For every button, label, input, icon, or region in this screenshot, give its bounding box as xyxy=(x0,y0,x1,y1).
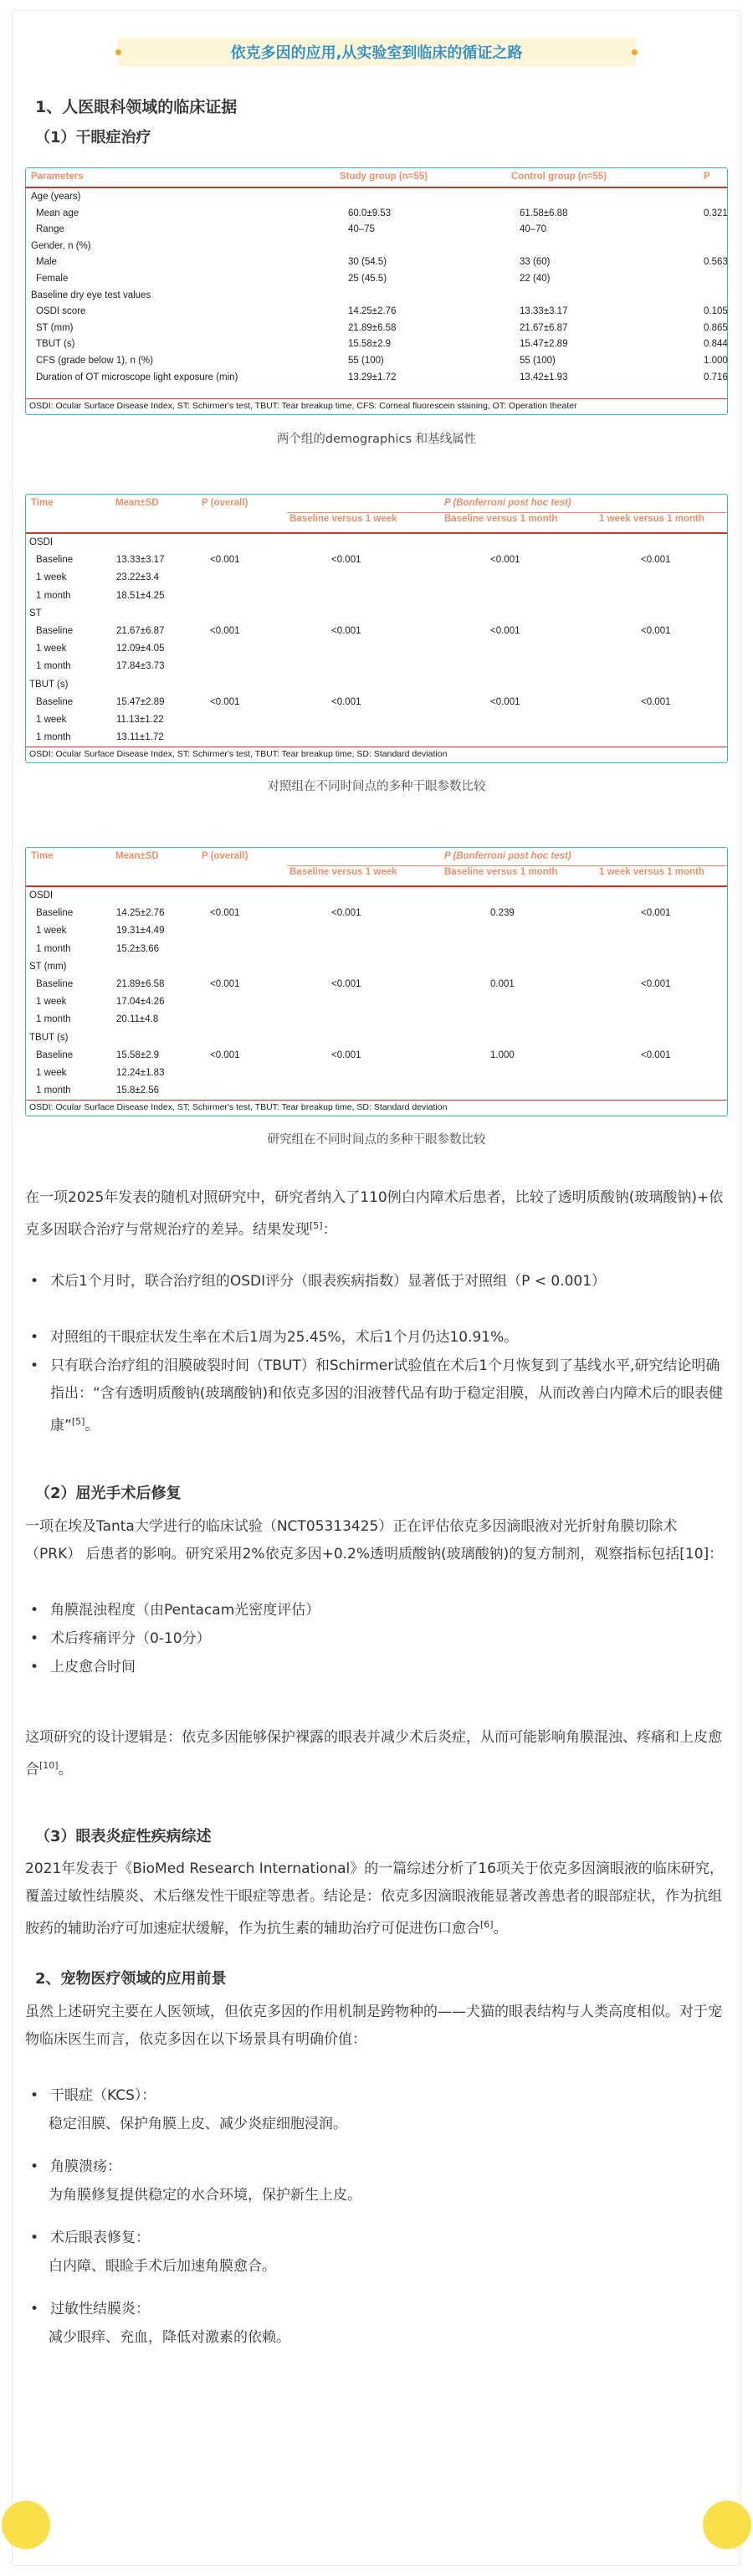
table-cell: ST (mm) xyxy=(29,961,67,972)
column-subheader: Baseline versus 1 month xyxy=(444,514,558,524)
table-cell: TBUT (s) xyxy=(29,679,69,690)
table-row xyxy=(26,1012,727,1029)
paragraph xyxy=(25,1855,728,1943)
table-caption: 对照组在不同时间点的多种干眼参数比较 xyxy=(267,780,486,793)
table-cell: 33 (60) xyxy=(520,257,551,268)
decor-circle-right xyxy=(703,2501,751,2549)
table-cell: Baseline xyxy=(36,978,74,989)
table-row xyxy=(26,659,727,676)
table-cell: ST xyxy=(29,608,42,618)
column-subheader: 1 week versus 1 month xyxy=(599,867,704,877)
table-cell: 40–75 xyxy=(348,224,375,235)
table-cell: <0.001 xyxy=(641,908,671,919)
table-cell: 1 month xyxy=(36,1085,71,1096)
table-cell: <0.001 xyxy=(331,625,361,636)
table-cell: <0.001 xyxy=(641,1049,671,1060)
table-header xyxy=(26,848,727,887)
list-item: • 术后疼痛评分（0-10分） xyxy=(25,1625,728,1653)
table-cell: Mean age xyxy=(36,208,79,218)
list-item xyxy=(25,1352,728,1440)
paragraph xyxy=(25,1184,728,1239)
table-cell: <0.001 xyxy=(331,696,361,707)
list-item-desc: 白内障、眼睑手术后加速角膜愈合。 xyxy=(49,2258,276,2275)
table-cell: 0.321 xyxy=(704,208,728,218)
table-footnote: OSDI: Ocular Surface Disease Index, ST: Schirmer's test, TBUT: Tear breakup time, SD: Standard deviation xyxy=(26,747,727,762)
table-cell: 23.22±3.4 xyxy=(116,572,160,583)
column-subheader: Baseline versus 1 week xyxy=(289,514,397,524)
table-cell: 61.58±6.88 xyxy=(520,208,568,218)
table-cell: 25 (45.5) xyxy=(348,273,387,284)
table-cell: Baseline xyxy=(36,908,74,919)
table-control-group xyxy=(25,494,728,763)
table-cell: <0.001 xyxy=(210,978,240,989)
table-cell: <0.001 xyxy=(490,555,520,566)
column-subheader: Baseline versus 1 week xyxy=(289,867,397,877)
table-cell: 55 (100) xyxy=(520,355,556,366)
list-item xyxy=(25,1324,728,1352)
column-header: P (overall) xyxy=(202,851,248,861)
table-row xyxy=(26,623,727,641)
column-header: P (overall) xyxy=(202,498,248,508)
table-cell: <0.001 xyxy=(641,978,671,989)
table-cell: <0.001 xyxy=(210,555,240,566)
list-item xyxy=(25,1268,728,1296)
table-caption: 研究组在不同时间点的多种干眼参数比较 xyxy=(267,1133,486,1147)
table-row xyxy=(26,906,727,923)
list-item-desc: 为角膜修复提供稳定的水合环境，保护新生上皮。 xyxy=(49,2187,361,2204)
table-cell: <0.001 xyxy=(331,555,361,566)
table-cell: Duration of OT microscope light exposure (min) xyxy=(36,372,238,382)
list-item: • 角膜混浊程度（由Pentacam光密度评估） xyxy=(25,1597,728,1624)
table-cell: <0.001 xyxy=(331,978,361,989)
table-cell: <0.001 xyxy=(210,1049,240,1060)
table-cell: Range xyxy=(36,224,64,235)
list-item-text: 术后1个月时，联合治疗组的OSDI评分（眼表疾病指数）显著低于对照组（P < 0.001） xyxy=(50,1273,607,1290)
table-row xyxy=(26,677,727,695)
table-header xyxy=(26,495,727,534)
table-cell: 13.33±3.17 xyxy=(520,306,568,317)
table-row xyxy=(26,1065,727,1083)
paragraph-text: 。 xyxy=(493,1920,508,1937)
list-item-desc: 减少眼痒、充血，降低对激素的依赖。 xyxy=(49,2329,290,2346)
decor-circle-left xyxy=(2,2501,50,2549)
table-cell: 1 month xyxy=(36,661,71,672)
table-cell: 1 week xyxy=(36,714,67,725)
table-cell: 22 (40) xyxy=(520,273,551,284)
table-cell: Baseline xyxy=(36,625,74,636)
table-row xyxy=(26,1048,727,1065)
table-cell: TBUT (s) xyxy=(36,339,75,350)
table-cell: 13.11±1.72 xyxy=(116,732,164,743)
table-row xyxy=(26,977,727,994)
table-caption: 两个组的demographics 和基线属性 xyxy=(276,433,477,446)
table-cell: OSDI score xyxy=(36,306,86,317)
table-cell: Female xyxy=(36,273,69,284)
table-cell: <0.001 xyxy=(331,1049,361,1060)
table-cell: CFS (grade below 1), n (%) xyxy=(36,355,153,366)
table-cell: 1 week xyxy=(36,926,67,936)
column-header: P xyxy=(704,172,710,182)
column-subheader: Baseline versus 1 month xyxy=(444,867,558,877)
table-cell: 1 month xyxy=(36,732,71,743)
header-divider xyxy=(287,512,727,513)
table-cell: Baseline xyxy=(36,555,74,566)
table-cell: 13.42±1.93 xyxy=(520,372,568,382)
dot-icon xyxy=(632,49,638,55)
subsection-heading: （1）干眼症治疗 xyxy=(35,129,151,146)
table-row xyxy=(26,641,727,659)
list-item: • 干眼症（KCS）： xyxy=(25,2082,728,2110)
table-cell: 17.84±3.73 xyxy=(116,661,165,672)
paragraph-text: 2021年发表于《BioMed Research International》的一篇综述分析了16项关于依克多因滴眼液的临床研究，覆盖过敏性结膜炎、术后继发性干眼症等患者。结论是：依克多因滴眼液能显著改善患者的眼部症状，作为抗组胺药的辅助治疗可加速症状缓解，作为抗生素的辅助治疗可促进伤口愈合 xyxy=(25,1860,724,1937)
reference: [5] xyxy=(310,1220,323,1231)
table-row xyxy=(26,588,727,606)
table-cell: 15.58±2.9 xyxy=(348,339,392,350)
table-cell: Age (years) xyxy=(31,192,81,202)
table-row xyxy=(26,535,727,552)
column-header: Mean±SD xyxy=(115,851,159,861)
table-row xyxy=(26,207,727,223)
table-cell: 13.33±3.17 xyxy=(116,555,165,566)
table-row xyxy=(26,959,727,977)
table-cell: 1 month xyxy=(36,1014,71,1025)
table-row xyxy=(26,552,727,570)
table-body xyxy=(26,535,727,747)
table-cell: 0.865 xyxy=(704,322,728,333)
table-row xyxy=(26,371,727,387)
table-row xyxy=(26,337,727,354)
title-banner xyxy=(117,38,636,66)
table-cell: 1 week xyxy=(36,644,67,654)
paragraph-text: 在一项2025年发表的随机对照研究中，研究者纳入了110例白内障术后患者，比较了透明质酸钠(玻璃酸钠)+依克多因联合治疗与常规治疗的差异。结果发现 xyxy=(25,1189,724,1239)
table-cell: 17.04±4.26 xyxy=(116,997,165,1008)
list-item-text: 。 xyxy=(85,1417,100,1434)
column-header: P (Bonferroni post hoc test) xyxy=(444,851,571,861)
table-footnote: OSDI: Ocular Surface Disease Index, ST: Schirmer's test, TBUT: Tear breakup time, SD: Standard deviation xyxy=(26,1100,727,1116)
column-subheader: 1 week versus 1 month xyxy=(599,514,704,524)
section-heading: 1、人医眼科领域的临床证据 xyxy=(35,98,238,116)
table-cell: 0.844 xyxy=(704,339,728,350)
table-cell: 21.67±6.87 xyxy=(520,322,568,333)
paragraph-text: 这项研究的设计逻辑是：依克多因能够保护裸露的眼表并减少术后炎症，从而可能影响角膜混浊、疼痛和上皮愈合 xyxy=(25,1729,722,1778)
reference: [10] xyxy=(39,1760,59,1771)
column-header: Control group (n=55) xyxy=(511,172,607,182)
table-cell: 40–70 xyxy=(520,224,546,235)
table-cell: Baseline dry eye test values xyxy=(31,290,151,300)
table-cell: 0.105 xyxy=(704,306,728,317)
table-cell: 20.11±4.8 xyxy=(116,1014,159,1025)
table-cell: 21.89±6.58 xyxy=(116,978,165,989)
table-row xyxy=(26,305,727,321)
table-row xyxy=(26,712,727,730)
table-body xyxy=(26,190,727,387)
list-item: • 上皮愈合时间 xyxy=(25,1654,728,1681)
table-cell: 0.239 xyxy=(490,908,515,919)
table-cell: 12.24±1.83 xyxy=(116,1067,165,1078)
list-item-text: 只有联合治疗组的泪膜破裂时间（TBUT）和Schirmer试验值在术后1个月恢复到了基线水平,研究结论明确指出：“含有透明质酸钠(玻璃酸钠)和依克多因的泪液替代品有助于稳定泪膜，从而改善白内障术后的眼表健康” xyxy=(50,1357,724,1434)
table-cell: 30 (54.5) xyxy=(348,257,387,268)
header-divider xyxy=(287,865,727,866)
column-header: Time xyxy=(31,498,54,508)
reference: [5] xyxy=(71,1416,85,1427)
list-item: • 过敏性结膜炎： xyxy=(25,2296,728,2323)
table-row xyxy=(26,730,727,747)
table-row xyxy=(26,888,727,906)
reference: [6] xyxy=(480,1919,494,1930)
table-cell: Baseline xyxy=(36,696,74,707)
column-header: Parameters xyxy=(31,172,84,182)
table-cell: 1.000 xyxy=(704,355,728,366)
table-row xyxy=(26,942,727,959)
table-cell: 0.001 xyxy=(490,978,515,989)
table-row xyxy=(26,695,727,712)
table-row xyxy=(26,321,727,338)
table-cell: <0.001 xyxy=(490,696,520,707)
table-cell: 0.563 xyxy=(704,257,728,268)
table-cell: 1.000 xyxy=(490,1049,515,1060)
page-title: 依克多因的应用,从实验室到临床的循证之路 xyxy=(230,44,523,62)
table-cell: <0.001 xyxy=(641,555,671,566)
table-cell: 1 week xyxy=(36,572,67,583)
table-cell: Baseline xyxy=(36,1049,74,1060)
table-cell: 19.31±4.49 xyxy=(116,926,165,936)
table-cell: 1 month xyxy=(36,943,71,954)
list-item-desc: 稳定泪膜、保护角膜上皮、减少炎症细胞浸润。 xyxy=(49,2116,347,2132)
table-row xyxy=(26,255,727,272)
table-cell: 1 week xyxy=(36,997,67,1008)
table-cell: OSDI xyxy=(29,537,54,547)
paragraph-text: ： xyxy=(322,1221,337,1239)
paragraph xyxy=(25,1724,728,1784)
table-cell: <0.001 xyxy=(641,625,671,636)
table-cell: 18.51±4.25 xyxy=(116,590,165,601)
table-row xyxy=(26,239,727,256)
table-row xyxy=(26,606,727,623)
column-header: Time xyxy=(31,851,54,861)
table-cell: 21.89±6.58 xyxy=(348,322,397,333)
subsection-heading: （3）眼表炎症性疾病综述 xyxy=(35,1828,212,1845)
table-cell: 1 week xyxy=(36,1067,67,1078)
table-cell: 15.47±2.89 xyxy=(116,696,165,707)
table-cell: 14.25±2.76 xyxy=(348,306,397,317)
table-row xyxy=(26,354,727,371)
table-cell: 1 month xyxy=(36,590,71,601)
table-demographics xyxy=(25,167,728,415)
table-row xyxy=(26,223,727,239)
table-row xyxy=(26,994,727,1012)
table-row xyxy=(26,1030,727,1048)
list-item-text: 对照组的干眼症状发生率在术后1周为25.45%，术后1个月仍达10.91%。 xyxy=(50,1329,519,1346)
subsection-heading: （2）屈光手术后修复 xyxy=(35,1485,182,1502)
table-row xyxy=(26,1083,727,1101)
table-cell: ST (mm) xyxy=(36,322,74,333)
table-cell: 11.13±1.22 xyxy=(116,714,164,725)
list-item: • 角膜溃疡： xyxy=(25,2153,728,2181)
table-cell: 15.47±2.89 xyxy=(520,339,568,350)
column-header: Mean±SD xyxy=(115,498,159,508)
table-cell: 15.2±3.66 xyxy=(116,943,160,954)
table-cell: 15.58±2.9 xyxy=(116,1049,160,1060)
table-cell: <0.001 xyxy=(210,696,240,707)
table-cell: 14.25±2.76 xyxy=(116,908,165,919)
table-row xyxy=(26,289,727,305)
table-row xyxy=(26,923,727,941)
paragraph: 虽然上述研究主要在人医领域，但依克多因的作用机制是跨物种的——犬猫的眼表结构与人类高度相似。对于宠物临床医生而言，依克多因在以下场景具有明确价值： xyxy=(25,2004,722,2048)
column-header: Study group (n=55) xyxy=(340,172,428,182)
table-cell: <0.001 xyxy=(641,696,671,707)
table-cell: 55 (100) xyxy=(348,355,384,366)
table-cell: 0.716 xyxy=(704,372,728,382)
column-header: P (Bonferroni post hoc test) xyxy=(444,498,571,508)
table-row xyxy=(26,190,727,207)
paragraph: 一项在埃及Tanta大学进行的临床试验（NCT05313425）正在评估依克多因滴眼液对光折射角膜切除术（PRK） 后患者的影响。研究采用2%依克多因+0.2%透明质酸钠(玻璃酸钠)的复方制剂，观察指标包括[10]： xyxy=(25,1518,724,1563)
table-row xyxy=(26,570,727,588)
section-heading: 2、宠物医疗领域的应用前景 xyxy=(35,1970,227,1988)
table-study-group xyxy=(25,847,728,1116)
table-cell: 15.8±2.56 xyxy=(116,1085,160,1096)
table-footnote: OSDI: Ocular Surface Disease Index, ST: Schirmer's test, TBUT: Tear breakup time, CFS: Corneal fluorescein staining, OT: Operation theater xyxy=(26,398,727,414)
table-cell: Gender, n (%) xyxy=(31,240,91,251)
table-cell: <0.001 xyxy=(210,625,240,636)
table-cell: <0.001 xyxy=(490,625,520,636)
table-cell: TBUT (s) xyxy=(29,1032,69,1043)
table-cell: 12.09±4.05 xyxy=(116,644,165,654)
table-cell: 13.29±1.72 xyxy=(348,372,397,382)
table-header xyxy=(26,168,727,188)
table-cell: Male xyxy=(36,257,57,268)
dot-icon xyxy=(115,49,121,55)
table-cell: 60.0±9.53 xyxy=(348,208,392,218)
list-item: • 术后眼表修复： xyxy=(25,2224,728,2252)
table-cell: <0.001 xyxy=(331,908,361,919)
table-cell: <0.001 xyxy=(210,908,240,919)
table-cell: 21.67±6.87 xyxy=(116,625,165,636)
table-body xyxy=(26,888,727,1101)
paragraph-text: 。 xyxy=(58,1761,73,1778)
table-cell: OSDI xyxy=(29,890,54,901)
table-row xyxy=(26,272,727,289)
